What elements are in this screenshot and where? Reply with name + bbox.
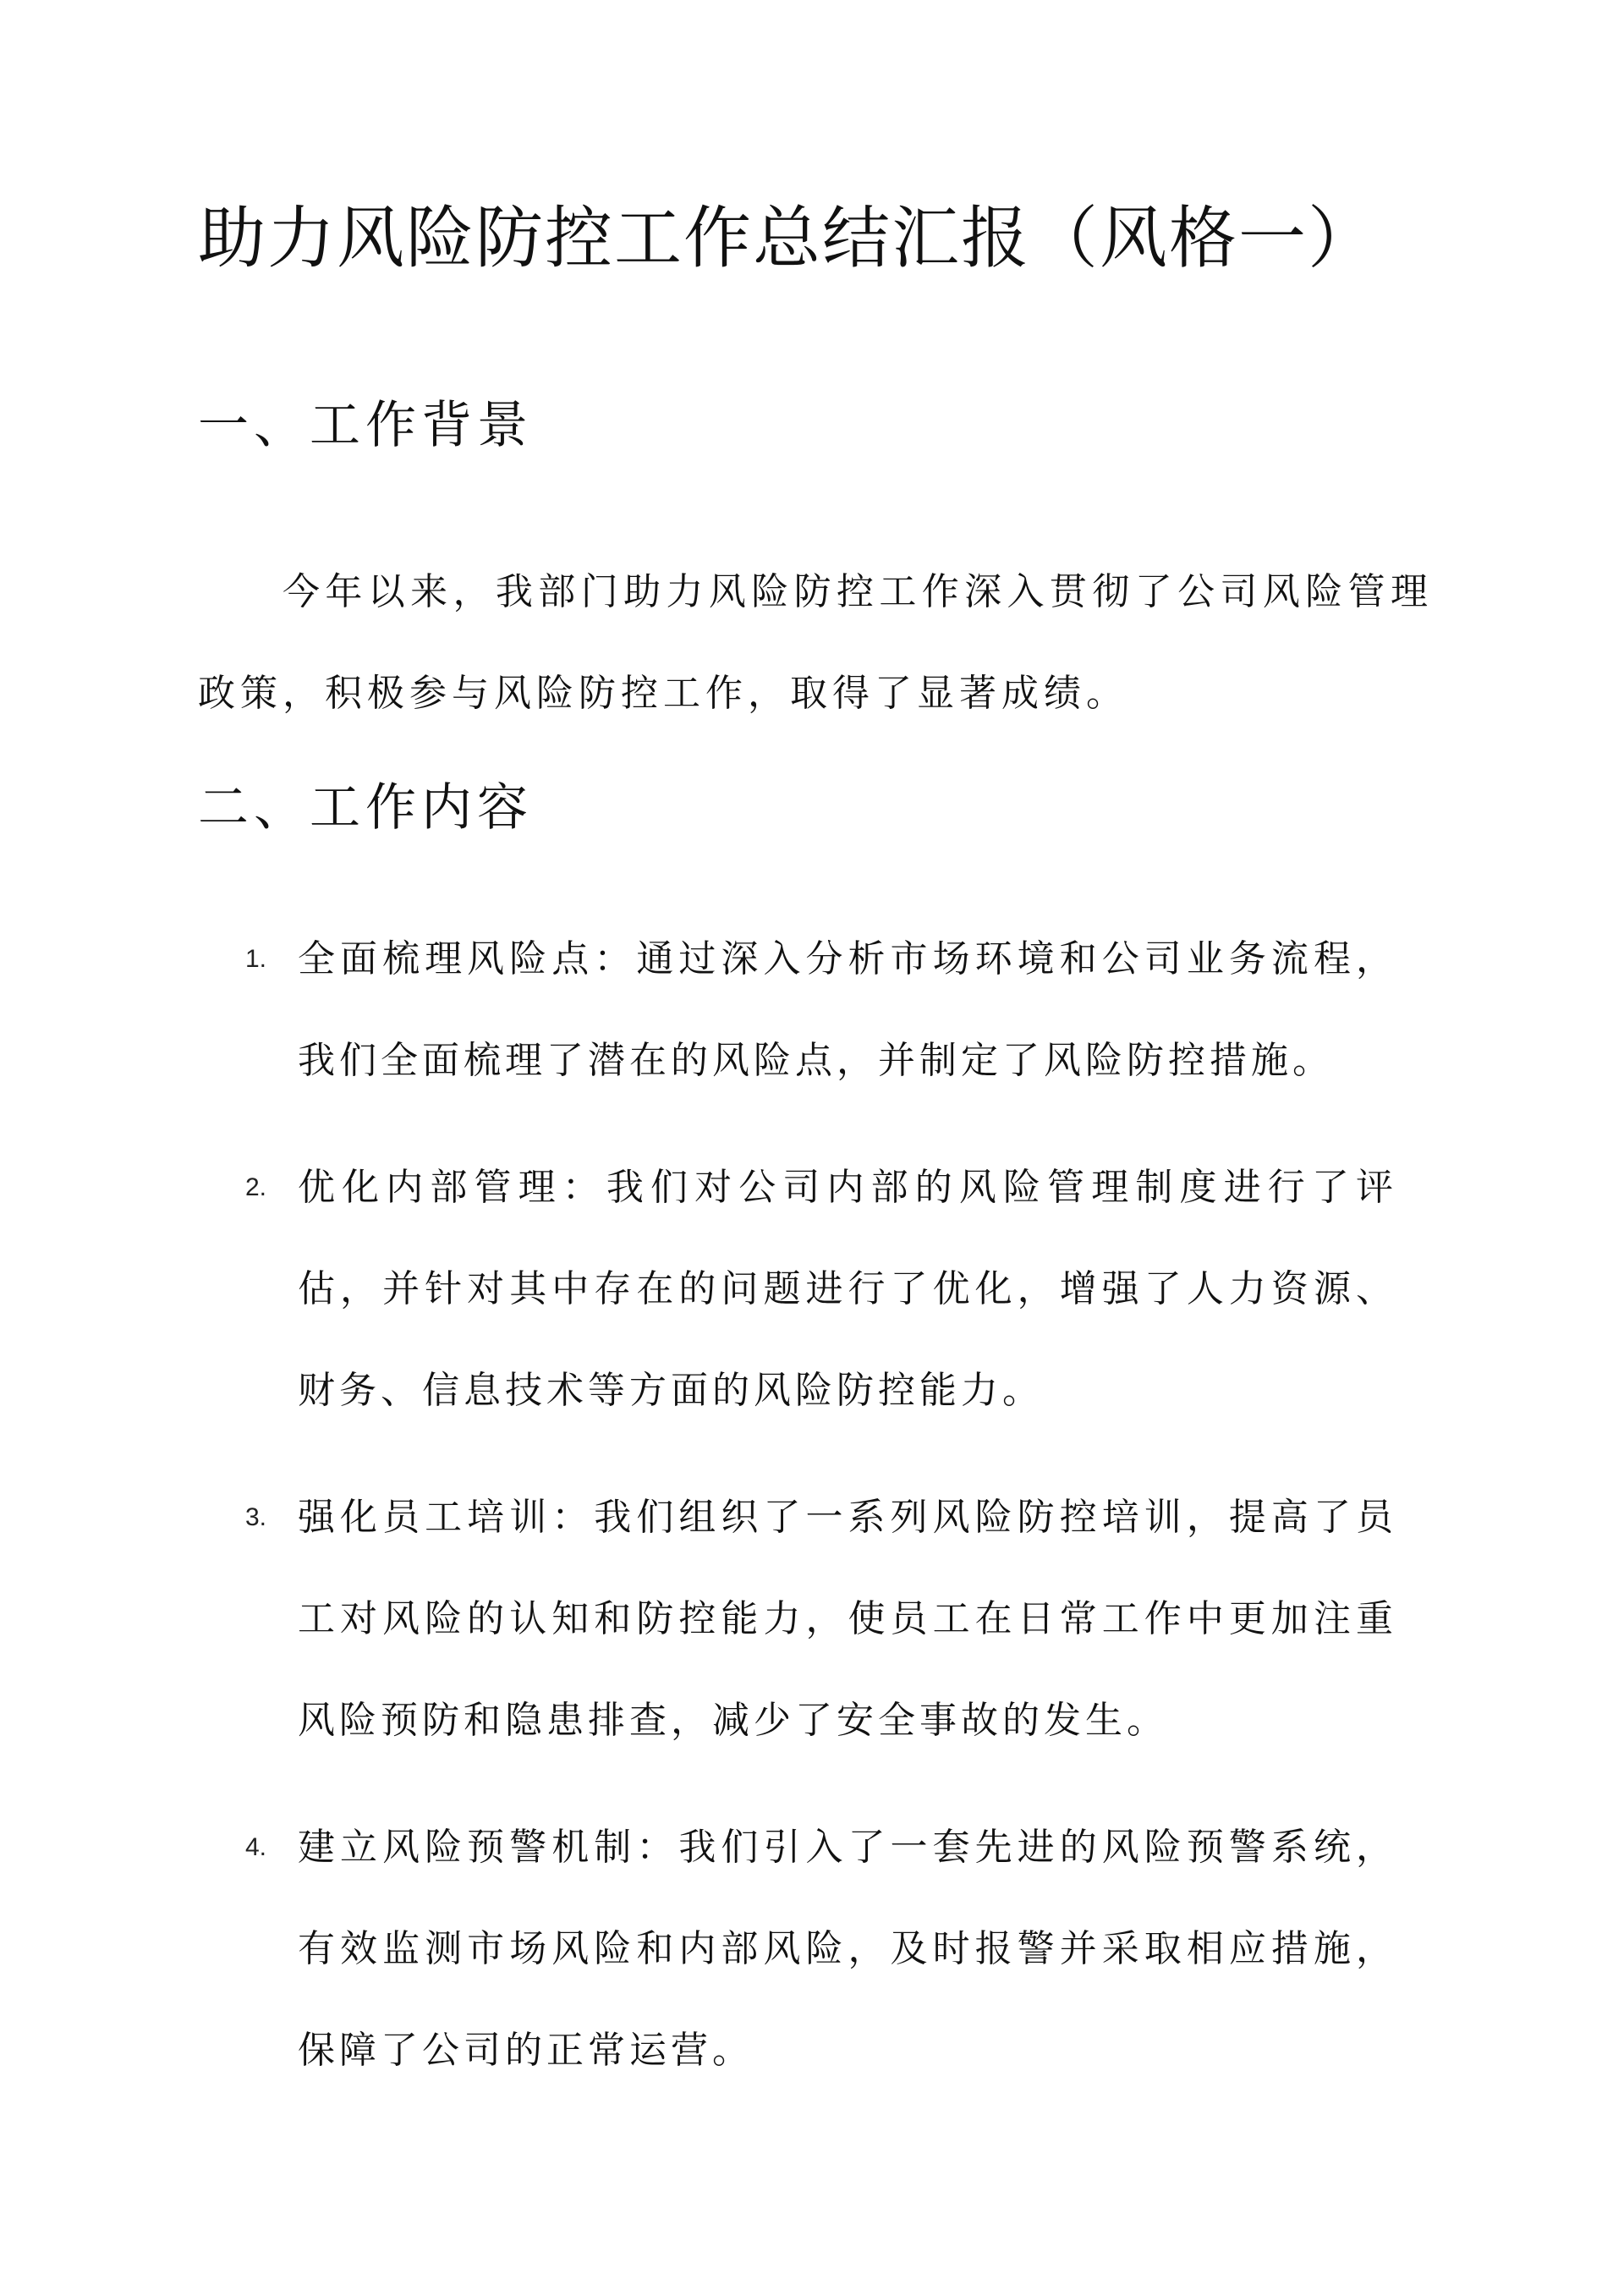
section-heading-work-content: 二、工作内容 (198, 778, 533, 838)
document-title: 助力风险防控工作总结汇报（风格一） (198, 199, 1377, 277)
list-item-number: 4. (245, 1833, 267, 1861)
list-item-text: 全面梳理风险点：通过深入分析市场环境和公司业务流程，我们全面梳理了潜在的风险点，并制定了风险防控措施。 (298, 937, 1397, 1082)
background-paragraph: 今年以来，我部门助力风险防控工作深入贯彻了公司风险管理政策，积极参与风险防控工作，取得了显著成绩。 (198, 570, 1433, 715)
list-item (245, 909, 1429, 1112)
list-item (245, 1467, 1429, 1771)
list-item-number: 1. (245, 945, 267, 973)
list-item-text: 建立风险预警机制：我们引入了一套先进的风险预警系统，有效监测市场风险和内部风险，及时报警并采取相应措施，保障了公司的正常运营。 (298, 1826, 1397, 2072)
list-item-text: 强化员工培训：我们组织了一系列风险防控培训，提高了员工对风险的认知和防控能力，使员工在日常工作中更加注重风险预防和隐患排查，减少了安全事故的发生。 (298, 1496, 1397, 1742)
list-item-text: 优化内部管理：我们对公司内部的风险管理制度进行了评估，并针对其中存在的问题进行了优化，增强了人力资源、财务、信息技术等方面的风险防控能力。 (298, 1166, 1397, 1412)
list-item (245, 1137, 1429, 1442)
list-item-number: 3. (245, 1503, 267, 1531)
list-item (245, 1797, 1429, 2101)
list-item-number: 2. (245, 1173, 267, 1201)
section-heading-background: 一、工作背景 (198, 396, 533, 455)
